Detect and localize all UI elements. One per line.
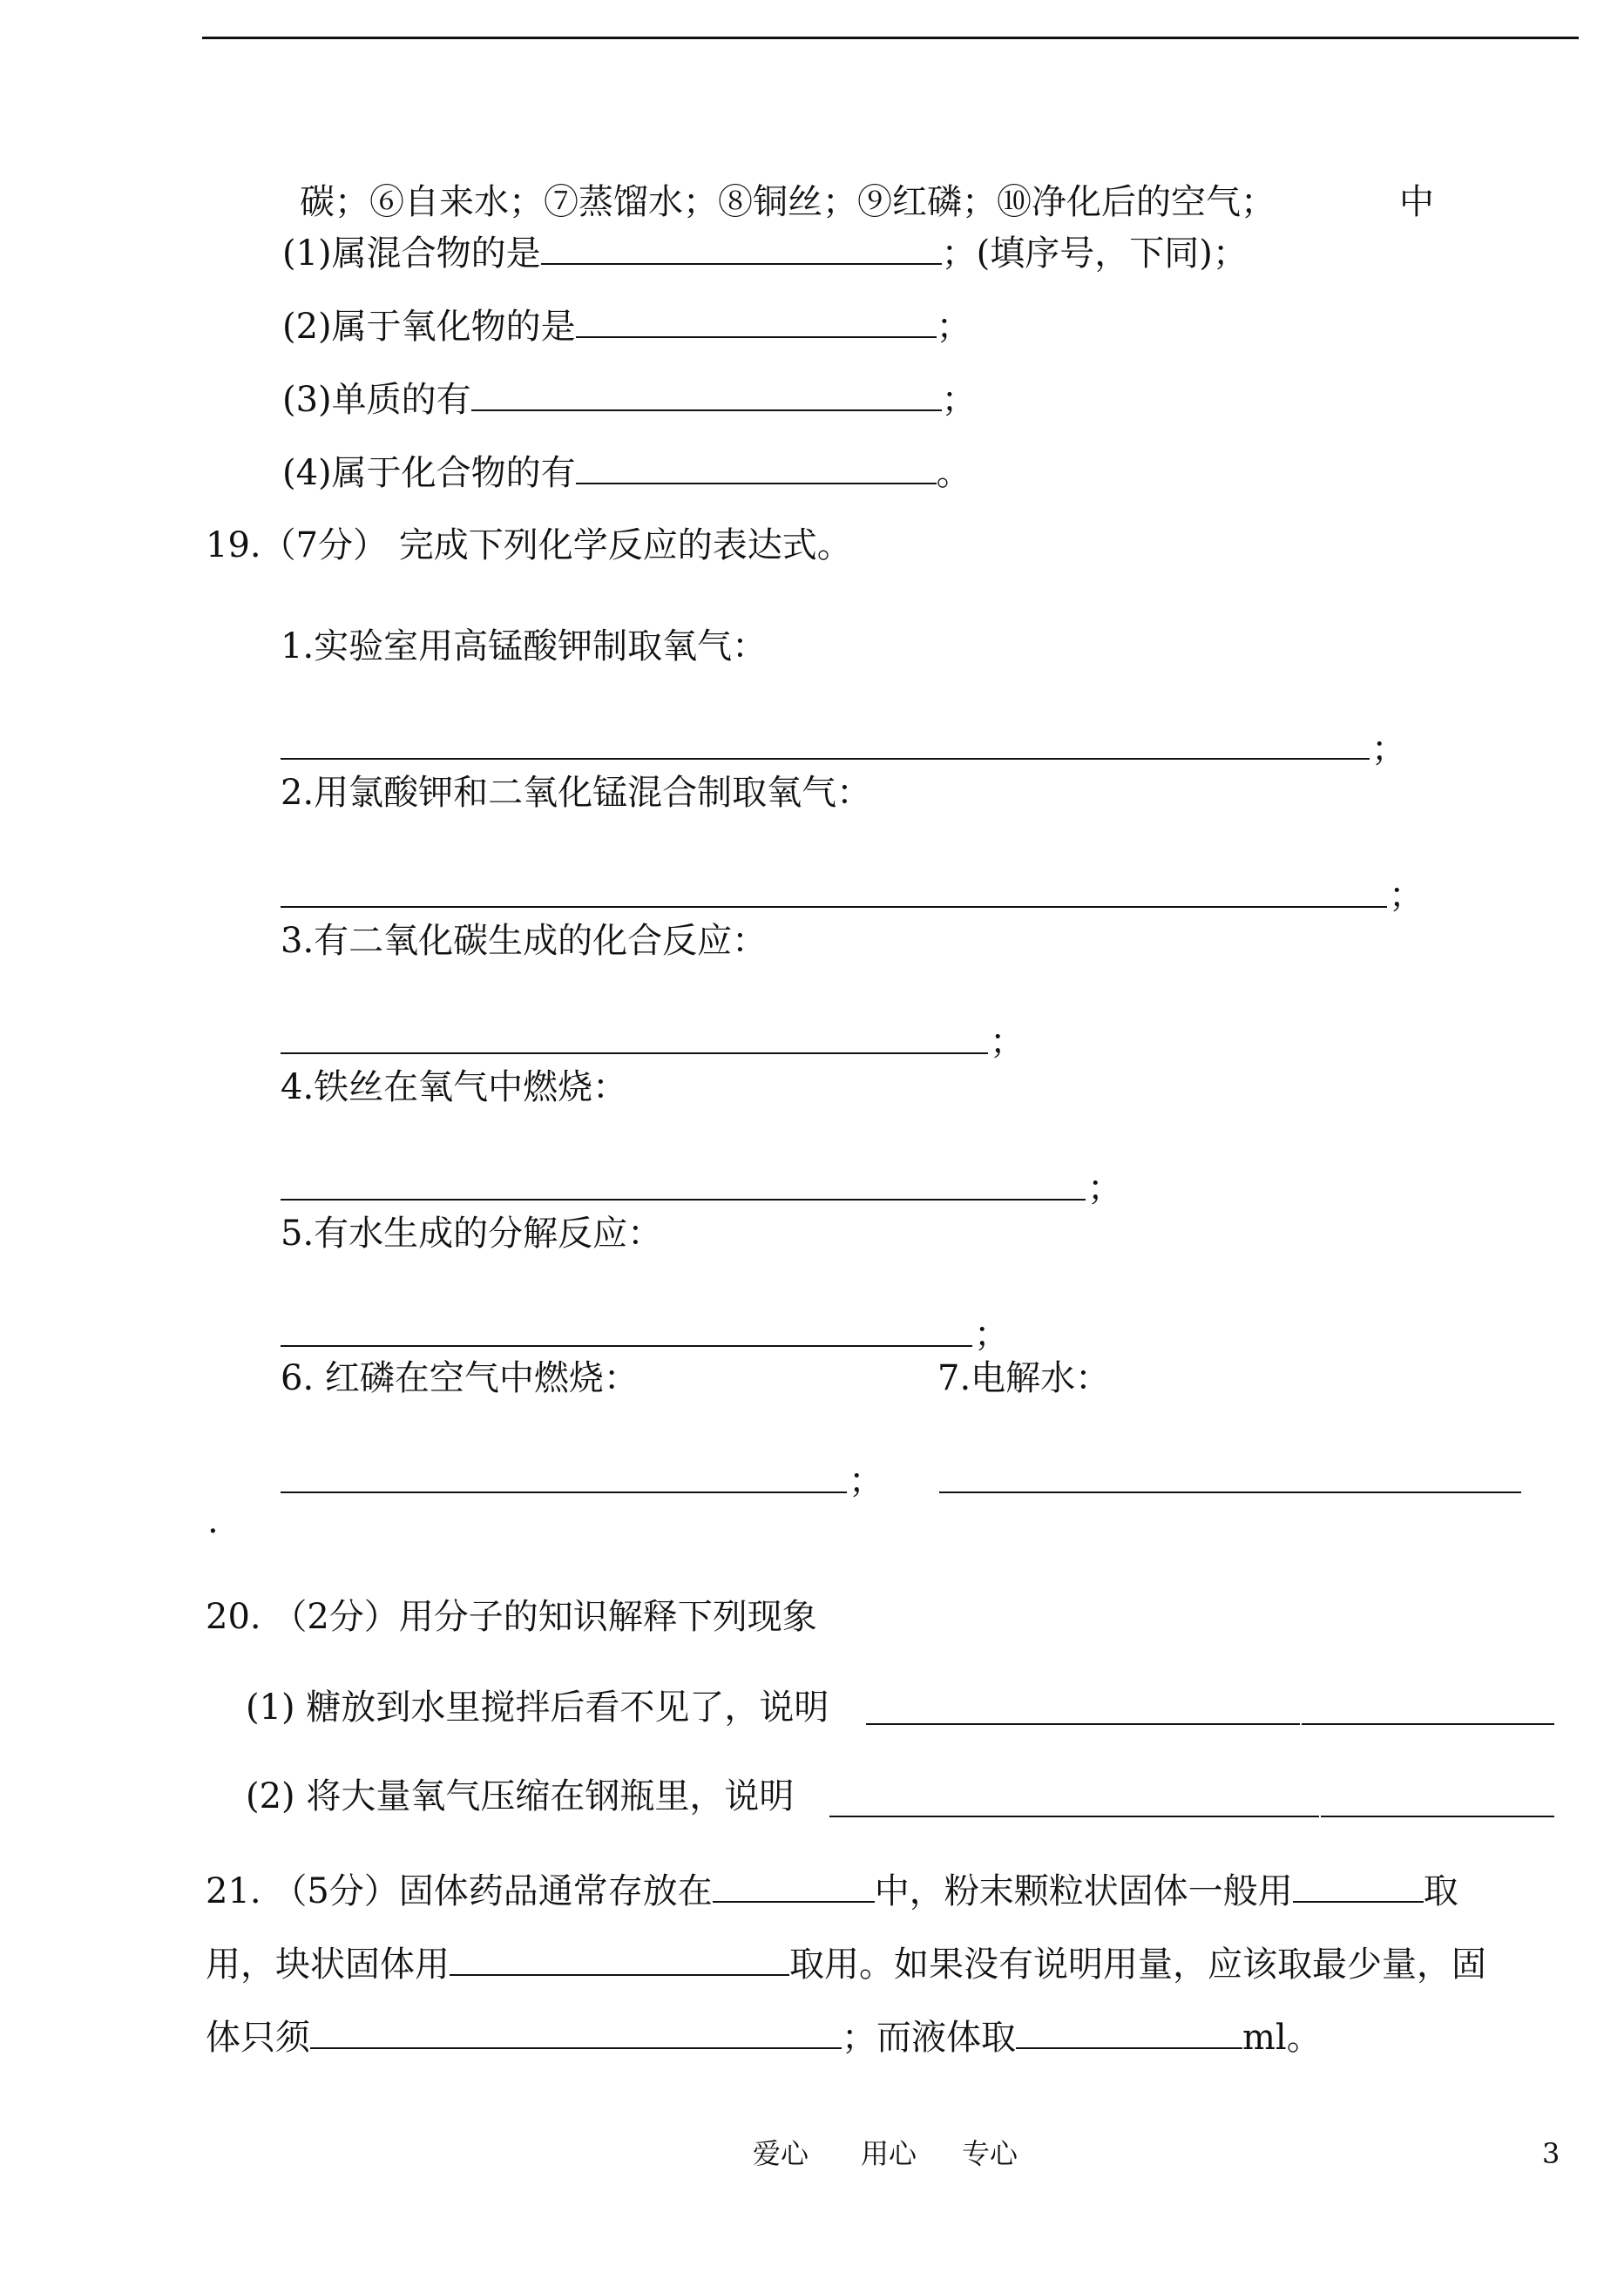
q21-line2-b: 取用。如果没有说明用量，应该取最少量，固 [789,1945,1486,1985]
q18-part4 [282,451,971,494]
q19-item6-answer-line[interactable] [281,1491,847,1493]
q21-line1 [206,1870,1458,1912]
q19-item6: 6. 红磷在空气中燃烧： [281,1358,639,1398]
q19-item4-semicolon: ； [1087,1168,1122,1208]
q20-part1-answer-line-b[interactable] [1302,1723,1554,1725]
q18-part4-blank[interactable] [576,451,937,484]
q20-part1-answer-line-a[interactable] [866,1723,1300,1725]
q19-item2-answer-line[interactable] [281,906,1387,908]
q18-part3-after: ； [941,380,977,420]
q18-intro-end: 中 [1399,182,1434,222]
footer-motto-2: 用心 [861,2137,917,2170]
q21-line2-a: 用，块状固体用 [206,1945,450,1985]
q19-title: 19.（7分） 完成下列化学反应的表达式。 [206,525,852,565]
q18-part1-label: (1)属混合物的是 [282,233,541,274]
q18-part2 [282,305,971,348]
q19-trailing-dot: . [207,1501,219,1541]
footer-motto-1: 爱心 [753,2137,809,2170]
q21-blank-storage[interactable] [713,1870,875,1903]
q19-item1-semicolon: ； [1371,729,1406,769]
q18-part1 [282,232,1248,274]
page-number: 3 [1542,2137,1560,2170]
q18-part2-label: (2)属于氧化物的是 [282,307,576,347]
q20-part2: (2) 将大量氧气压缩在钢瓶里，说明 [246,1776,795,1816]
q20-part1: (1) 糖放到水里搅拌后看不见了，说明 [246,1688,829,1728]
q18-part2-after: ； [936,307,971,347]
q21-blank-solid-amount[interactable] [310,2016,842,2049]
header-rule [202,37,1579,39]
q19-item1: 1.实验室用高锰酸钾制取氧气： [281,626,768,666]
q21-line1-a: 21. （5分）固体药品通常存放在 [206,1871,713,1911]
q18-part4-label: (4)属于化合物的有 [282,453,576,493]
q20-part2-answer-line-a[interactable] [829,1816,1319,1817]
q19-item2-semicolon: ； [1389,876,1424,916]
q21-blank-lump-tool[interactable] [450,1943,789,1976]
q19-item2: 2.用氯酸钾和二氧化锰混合制取氧气： [281,773,872,813]
q21-line3-c: ml。 [1242,2018,1322,2058]
q18-part1-blank[interactable] [541,232,942,265]
q18-intro [300,181,1276,223]
q19-item5-semicolon: ； [974,1315,1009,1355]
q18-part1-after: ；(填序号，下同)； [941,233,1248,274]
footer-motto-3: 专心 [962,2137,1018,2170]
q19-item1-answer-line[interactable] [281,758,1370,760]
q20-title: 20. （2分）用分子的知识解释下列现象 [206,1597,817,1637]
q19-item4: 4.铁丝在氧气中燃烧： [281,1067,628,1107]
q21-line3-a: 体只须 [206,2018,310,2058]
q18-part2-blank[interactable] [576,305,937,338]
q19-item7: 7.电解水： [937,1358,1111,1398]
q18-intro-text: 碳；⑥自来水；⑦蒸馏水；⑧铜丝；⑨红磷；⑩净化后的空气； [300,182,1276,222]
q18-part3 [282,378,977,421]
q21-line3-b: ；而液体取 [842,2018,1016,2058]
q21-line1-b: 中，粉末颗粒状固体一般用 [874,1871,1293,1911]
q19-item4-answer-line[interactable] [281,1199,1086,1201]
q19-item3-semicolon: ； [990,1022,1025,1062]
q19-item5-answer-line[interactable] [281,1345,972,1347]
q18-part3-label: (3)单质的有 [282,380,471,420]
q18-part4-after: 。 [936,453,971,493]
q21-line1-c: 取 [1423,1871,1458,1911]
q19-item7-answer-line[interactable] [939,1491,1521,1493]
q19-item5: 5.有水生成的分解反应： [281,1214,663,1254]
q19-item3: 3.有二氧化碳生成的化合反应： [281,921,768,961]
q21-blank-liquid-amount[interactable] [1016,2016,1242,2049]
q19-item6-semicolon: ； [849,1461,883,1501]
q21-line2 [206,1943,1486,1985]
q19-item3-answer-line[interactable] [281,1052,988,1054]
q21-line3 [206,2016,1322,2059]
q20-part2-answer-line-b[interactable] [1321,1816,1554,1817]
q21-blank-powder-tool[interactable] [1293,1870,1424,1903]
q18-part3-blank[interactable] [471,378,942,411]
